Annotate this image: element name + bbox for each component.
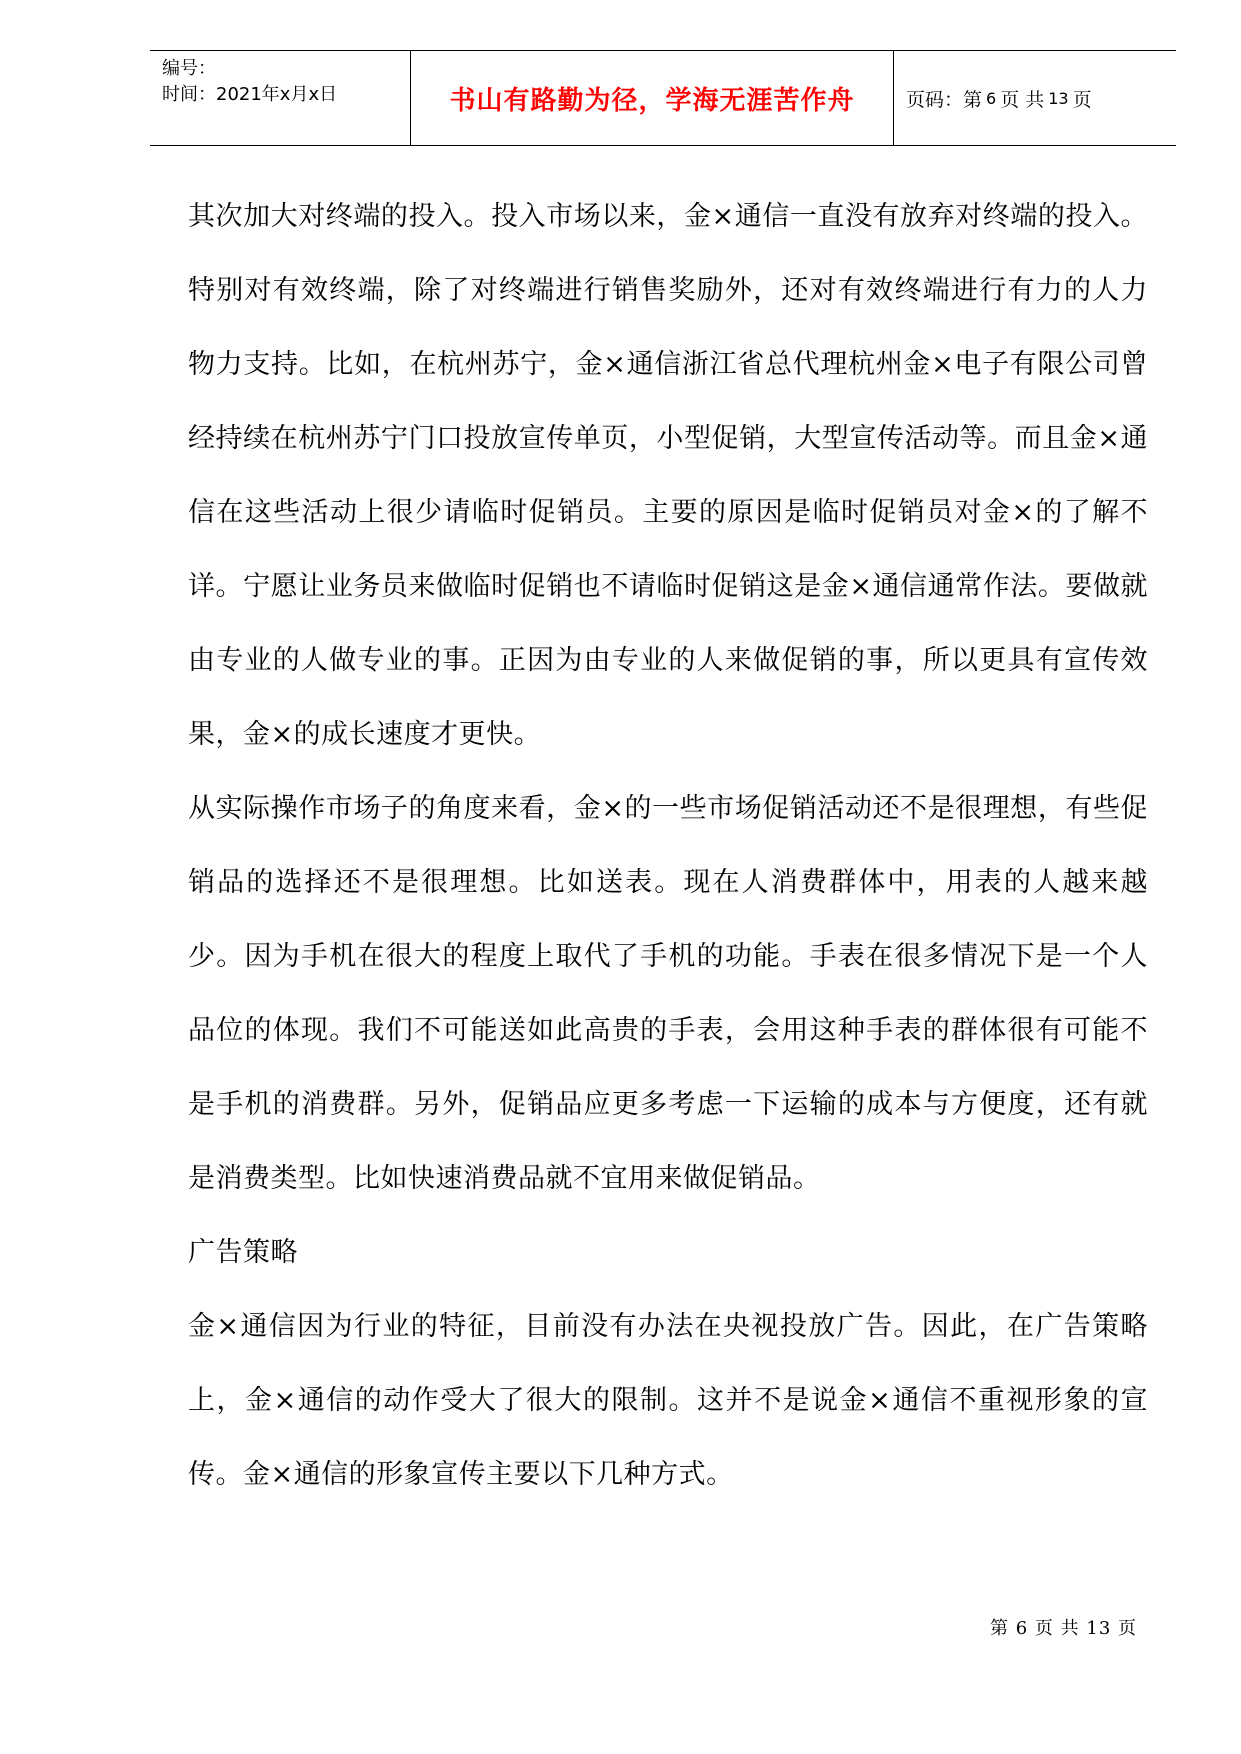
header-motto: 书山有路勤为径，学海无涯苦作舟 (449, 85, 855, 116)
document-code-label: 编号： (162, 58, 216, 79)
paragraph-terminal-investment: 其次加大对终端的投入。投入市场以来，金×通信一直没有放弃对终端的投入。特别对有效终端，除了对终端进行销售奖励外，还对有效终端进行有力的人力物力支持。比如，在杭州苏宁，金×通信浙江省总代理杭州金×电子有限公司曾经持续在杭州苏宁门口投放宣传单页，小型促销，大型宣传活动等。而且金×通信在这些活动上很少请临时促销员。主要的原因是临时促销员对金×的了解不详。宁愿让业务员来做临时促销也不请临时促销这是金×通信通常作法。要做就由专业的人做专业的事。正因为由专业的人来做促销的事，所以更具有宣传效果，金×的成长速度才更快。 (188, 201, 1148, 750)
section-heading-ad-strategy: 广告策略 (188, 1237, 298, 1268)
paragraph-ad-strategy: 金×通信因为行业的特征，目前没有办法在央视投放广告。因此，在广告策略上，金×通信的动作受大了很大的限制。这并不是说金×通信不重视形象的宣传。金×通信的形象宣传主要以下几种方式。 (188, 1311, 1148, 1490)
page-current: 6 (986, 88, 997, 108)
page-total: 13 (1048, 88, 1069, 108)
document-time-label: 时间：2021年x月x日 (162, 84, 338, 105)
header-page-number (894, 51, 1176, 145)
page-suffix: 页 (1072, 88, 1092, 111)
header-meta-cell (150, 51, 411, 145)
header-motto-cell (411, 51, 894, 145)
page-mid: 页 共 (1000, 88, 1045, 111)
page-header (150, 50, 1176, 146)
page-prefix: 页码：第 (906, 88, 983, 111)
document-body (188, 180, 1148, 1512)
page-footer: 第 6 页 共 13 页 (990, 1618, 1137, 1639)
paragraph-promotion-review: 从实际操作市场子的角度来看，金×的一些市场促销活动还不是很理想，有些促销品的选择还不是很理想。比如送表。现在人消费群体中，用表的人越来越少。因为手机在很大的程度上取代了手机的功能。手表在很多情况下是一个人品位的体现。我们不可能送如此高贵的手表，会用这种手表的群体很有可能不是手机的消费群。另外，促销品应更多考虑一下运输的成本与方便度，还有就是消费类型。比如快速消费品就不宜用来做促销品。 (188, 793, 1148, 1194)
